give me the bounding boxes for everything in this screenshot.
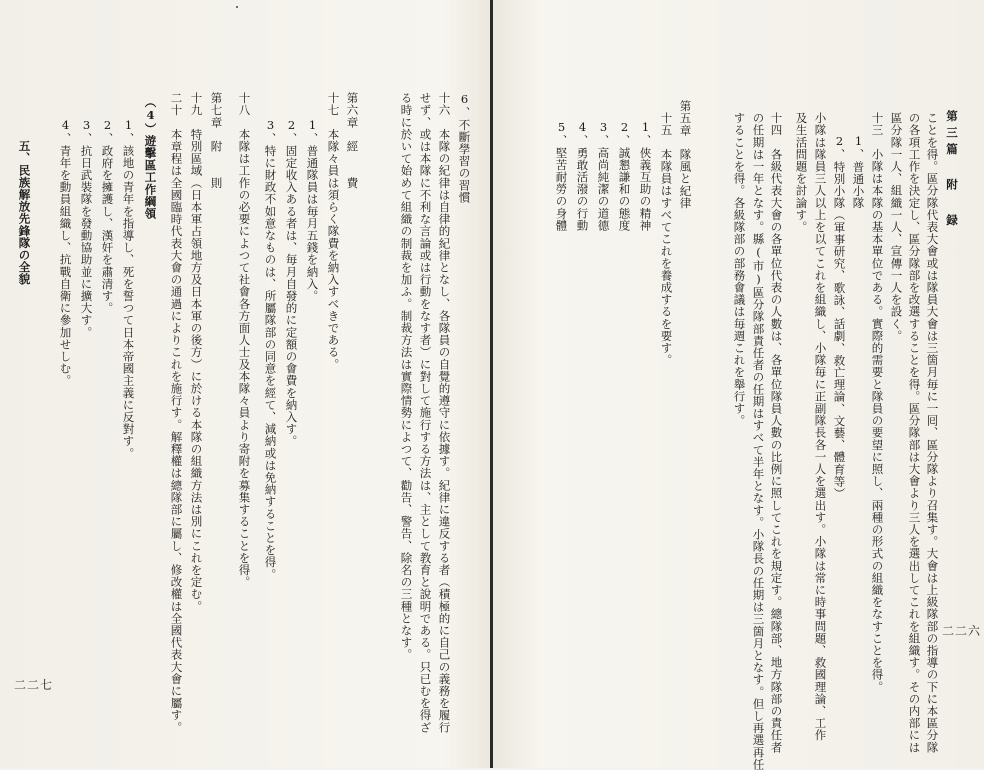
left-page: [0, 0, 490, 768]
text-line: 及生活問題を討論す。: [794, 112, 809, 233]
text-line: 6、不斷學習の習慣: [457, 92, 472, 204]
text-line: 3、高尚純潔の道德: [596, 120, 611, 232]
text-line: の各項工作を決定し、區分隊部を改選することを得。區分隊部は大會より三人を選出してこれを組織す。その内部には: [907, 112, 922, 754]
text-line: 十六 本隊の紀律は自律的紀律となし、各隊員の自覺的遵守に依據す。紀律に違反する者（積極的に自己の義務を履行: [437, 92, 452, 734]
text-line: 十八 本隊は工作の必要によつて社會各方面人士及本隊々員より寄附を募集することを得。: [237, 92, 252, 589]
text-line: 2、特別小隊（軍事研究、歌詠、話劇、救亡理論、文藝、體育等）: [832, 134, 847, 500]
chapter-heading: 第七章 附 則: [209, 92, 224, 189]
text-line: 1、該地の青年を指導し、死を誓つて日本帝國主義に反對す。: [121, 118, 136, 460]
text-line: 1、俠義互助の精神: [638, 120, 653, 232]
text-line: 十三 小隊は本隊の基本單位である。實際的需要と隊員の要望に照し、兩種の形式の組織をなすことを得。: [870, 112, 885, 693]
page-number-left: 二二七: [14, 678, 54, 692]
text-line: 5、堅苦耐勞の身體: [554, 120, 569, 232]
right-page: [494, 0, 984, 768]
text-line: 1、普通小隊: [851, 134, 866, 210]
text-line: せず、或は本隊に不利な言論或は行動をなす者）に對して施行する方法は、主として教育と說明である。只已むを得ざ: [418, 92, 433, 734]
text-line: 1、普通隊員は毎月五錢を納入。: [305, 118, 320, 302]
running-header: 第三篇 附 録: [945, 110, 959, 231]
text-line: ことを得。區分隊代表大會或は隊員大會は三箇月毎に一囘、區分隊より召集す。大會は上級隊部の指導の下に本區分隊: [925, 112, 940, 754]
text-line: 3、特に財政不如意なものは、所屬隊部の同意を經て、減納或は免納することを得。: [263, 118, 278, 581]
text-line: 4、勇敢活潑の行動: [575, 120, 590, 232]
page-number-right: 二二六: [942, 624, 982, 638]
text-line: 3、抗日武裝隊を發動協助並に擴大す。: [79, 118, 94, 339]
chapter-heading: 第六章 經 費: [345, 92, 360, 189]
page-gutter: [490, 0, 493, 768]
text-line: 二十 本章程は全國臨時代表大會の通過によりこれを施行す。解釋權は總隊部に屬し、修改權は全國代表大會に屬す。: [169, 92, 184, 734]
chapter-heading: 第五章 隊風と紀律: [678, 100, 693, 209]
text-line: る時に於いて始めて組織の制裁を加ふ。制裁方法は實際情勢によつて、勸告、警告、除名の三種となす。: [399, 92, 414, 661]
text-line: 十四 各級代表大會の各單位代表の人數は、各單位隊員人數の比例に照してこれを規定す。總隊部、地方隊部の責任者: [769, 112, 784, 754]
section-footer-title: 五、民族解放先鋒隊の全貌: [17, 140, 32, 286]
text-line: 2、固定收入ある者は、毎月自發的に定額の會費を納入す。: [284, 118, 299, 448]
section-heading: （4）遊擊區工作綱領: [143, 96, 158, 220]
text-line: 十七 本隊々員は須らく隊費を納入すべきである。: [326, 92, 341, 371]
text-line: 區分隊一人、組織一人、宣傳一人を設く。: [889, 112, 904, 342]
text-line: 小隊は隊員三人以上を以てこれを組織し、小隊毎に正副隊長各一人を選出す。小隊は常に時事問題、救國理論、工作: [813, 112, 828, 742]
text-line: することを得。各級隊部の部務會議は毎週これを舉行す。: [732, 112, 747, 427]
text-line: 十五 本隊員はすべてこれを養成するを要す。: [659, 112, 674, 367]
text-line: の任期は一年となす。縣(市)區分隊部責任者の任期はすべて半年となす。小隊長の任期は三箇月となす。但し再選再任: [751, 112, 766, 770]
text-line: 十九 特別區域（日本軍占領地方及日本軍の後方）に於ける本隊の組織方法は別にこれを定む。: [189, 92, 204, 613]
text-line: 4、青年を動員組織し、抗戰自衛に參加せしむ。: [58, 118, 73, 387]
text-line: 2、誠懇謙和の態度: [617, 120, 632, 232]
text-line: 2、政府を擁護し、漢奸を肅清す。: [100, 118, 115, 315]
